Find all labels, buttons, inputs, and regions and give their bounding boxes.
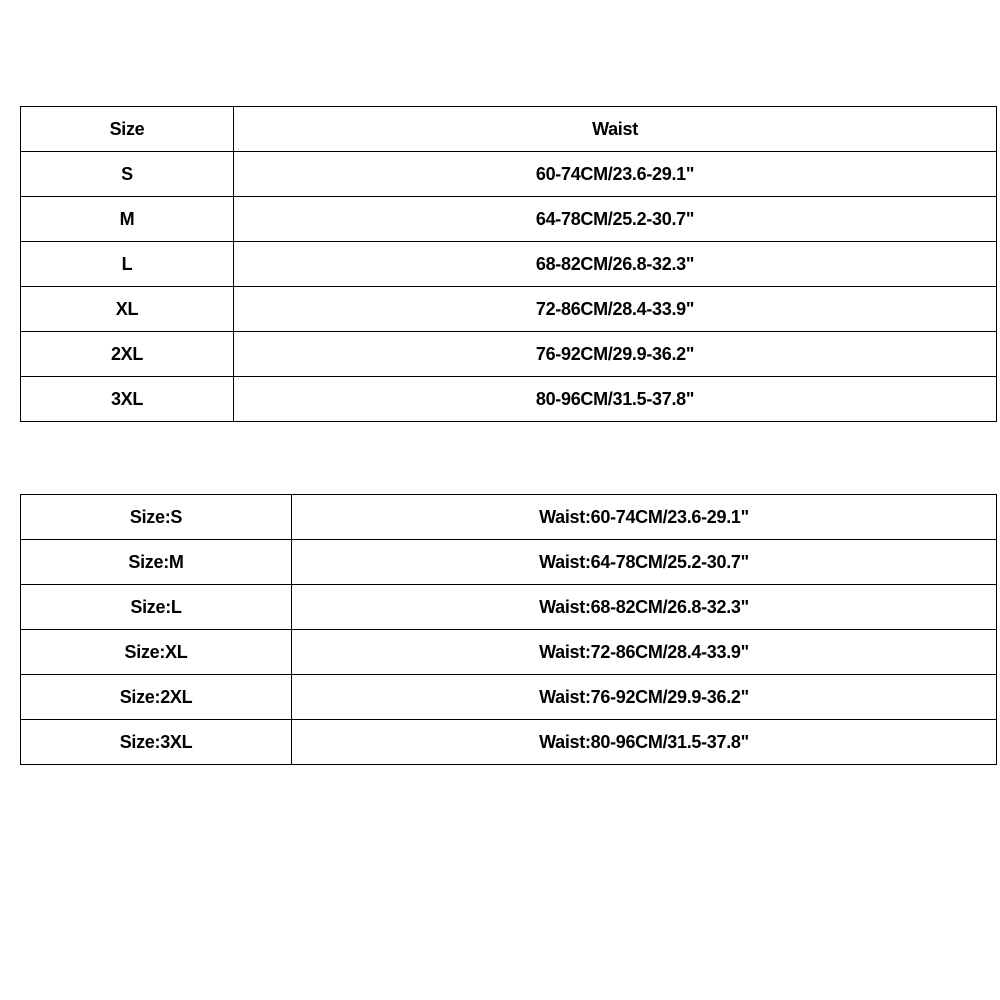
waist-cell: Waist:60-74CM/23.6-29.1" [292,495,997,540]
table-row [21,152,997,197]
size-cell: S [21,152,234,197]
size-cell: XL [21,287,234,332]
size-cell: Size:3XL [21,720,292,765]
size-cell: M [21,197,234,242]
size-cell: L [21,242,234,287]
table-row [21,242,997,287]
size-cell: Size:M [21,540,292,585]
waist-cell: Waist:80-96CM/31.5-37.8" [292,720,997,765]
waist-cell: Waist:64-78CM/25.2-30.7" [292,540,997,585]
waist-cell: Waist:72-86CM/28.4-33.9" [292,630,997,675]
waist-cell: 76-92CM/29.9-36.2" [234,332,997,377]
table-row [21,585,997,630]
size-chart-labeled-table [20,494,997,765]
size-cell: Size:S [21,495,292,540]
waist-cell: 64-78CM/25.2-30.7" [234,197,997,242]
size-chart-table [20,106,997,422]
table-row [21,377,997,422]
size-cell: Size:L [21,585,292,630]
table-row [21,540,997,585]
size-cell: 2XL [21,332,234,377]
waist-column-header: Waist [234,107,997,152]
waist-cell: Waist:76-92CM/29.9-36.2" [292,675,997,720]
table-row [21,720,997,765]
table-row [21,495,997,540]
table-row [21,332,997,377]
waist-cell: 80-96CM/31.5-37.8" [234,377,997,422]
size-column-header: Size [21,107,234,152]
size-cell: Size:XL [21,630,292,675]
table-header-row [21,107,997,152]
size-cell: Size:2XL [21,675,292,720]
waist-cell: 68-82CM/26.8-32.3" [234,242,997,287]
table-row [21,287,997,332]
waist-cell: 72-86CM/28.4-33.9" [234,287,997,332]
table-row [21,630,997,675]
size-cell: 3XL [21,377,234,422]
waist-cell: 60-74CM/23.6-29.1" [234,152,997,197]
table-row [21,675,997,720]
waist-cell: Waist:68-82CM/26.8-32.3" [292,585,997,630]
table-row [21,197,997,242]
